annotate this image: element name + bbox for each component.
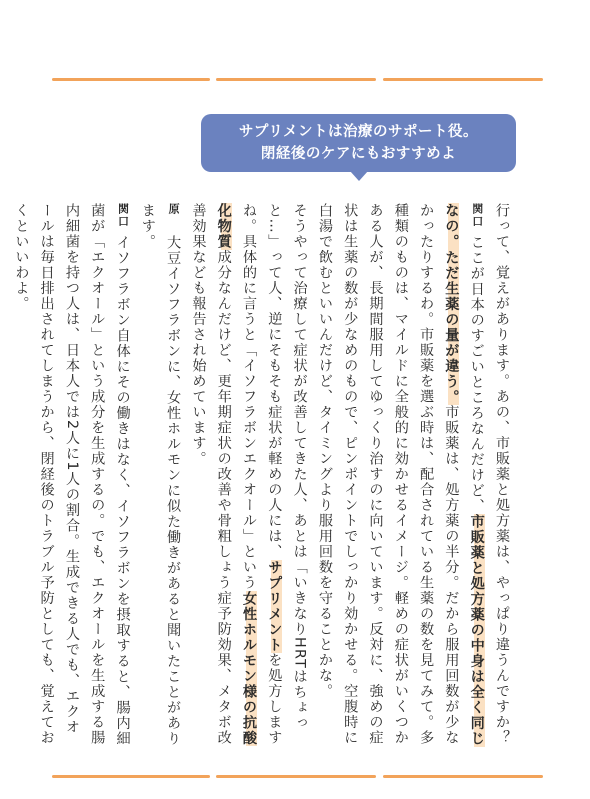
bottom-rule-center [216, 775, 376, 778]
body-text [13, 203, 514, 748]
p4-text: 大豆イソフラボンに、女性ホルモンに似た働きがあると聞いたことがあります。 [139, 203, 182, 747]
speaker-label: 関口 [470, 203, 484, 228]
p3-text: そうやって治療して症状が改善してきた人、あとは「いきなりHRTはちょっと…」って人、逆にそもそも症状が軽めの人には、 [266, 203, 308, 732]
highlight-same-contents: 市販薬と処方薬の中身は全く同じなの。 [443, 203, 485, 747]
bottom-rule-right [383, 775, 543, 778]
highlight-supplement: サプリメント [266, 559, 283, 653]
p2-rest: 市販薬は、処方薬の半分。だから服用回数が少なかったりするわ。市販薬を選ぶ時は、配合されている生薬の数を見てみて。多種類のものは、マイルドに全般的に効かせるイメージ。軽めの症状がいくつかある人が、長期間服用してゆっくり治すのに向いています。反対に、強めの症状は生薬の数が少なめのもので、ピンポイントでしっかり効かせる。空腹時に白湯で飲むといいんだけど、タイミングより服用回数を守ることかな。 [316, 203, 460, 746]
top-rule-left [52, 78, 210, 81]
highlight-dosage-difference: ただ生薬の量が違う。 [443, 249, 460, 405]
paragraph-2 [312, 203, 489, 748]
paragraph-3 [185, 203, 311, 748]
banner-line-2: 閉経後のケアにもおすすめよ [260, 146, 457, 162]
top-rule-center [216, 78, 376, 81]
paragraph-1 [489, 203, 514, 748]
paragraph-5 [8, 203, 134, 748]
top-rule-right [383, 78, 543, 81]
banner-tail [350, 171, 368, 181]
p5-text: イソフラボン自体にその働きはなく、イソフラボンを摂取すると、腸内細菌が「エクオール」という成分を生成するの。でも、エクオールを生成する腸内細菌を持つ人は、日本人では2人に1人の割合。生成できる人でも、エクオールは毎日排出されてしまうから、閉経後のトラブル予防としても、覚えておくといいわよ。 [13, 203, 131, 747]
speaker-label: 関口 [116, 203, 130, 228]
p1-intro: 行って、覚えがあります。あの、市販薬と処方薬は、やっぱり違うんですか？ [494, 203, 510, 746]
speaker-label: 原 [167, 203, 181, 216]
banner-line-1: サプリメントは治療のサポート役。 [238, 124, 479, 140]
paragraph-4 [135, 203, 186, 748]
p2-text: ここが日本のすごいところなんだけど、 [468, 235, 485, 514]
p3-rest: 成分なんだけど、更年期症状の改善や骨粗しょう症予防効果、メタボ改善効果なども報告され始めています。 [190, 203, 232, 746]
headline-banner [201, 114, 516, 172]
highlight-antioxidant: 女性ホルモン様の抗酸化物質 [215, 203, 258, 746]
bottom-rule-left [52, 775, 210, 778]
p3-mid: を処方しますね。具体的に言うと「イソフラボンエクオール」という [241, 203, 283, 746]
